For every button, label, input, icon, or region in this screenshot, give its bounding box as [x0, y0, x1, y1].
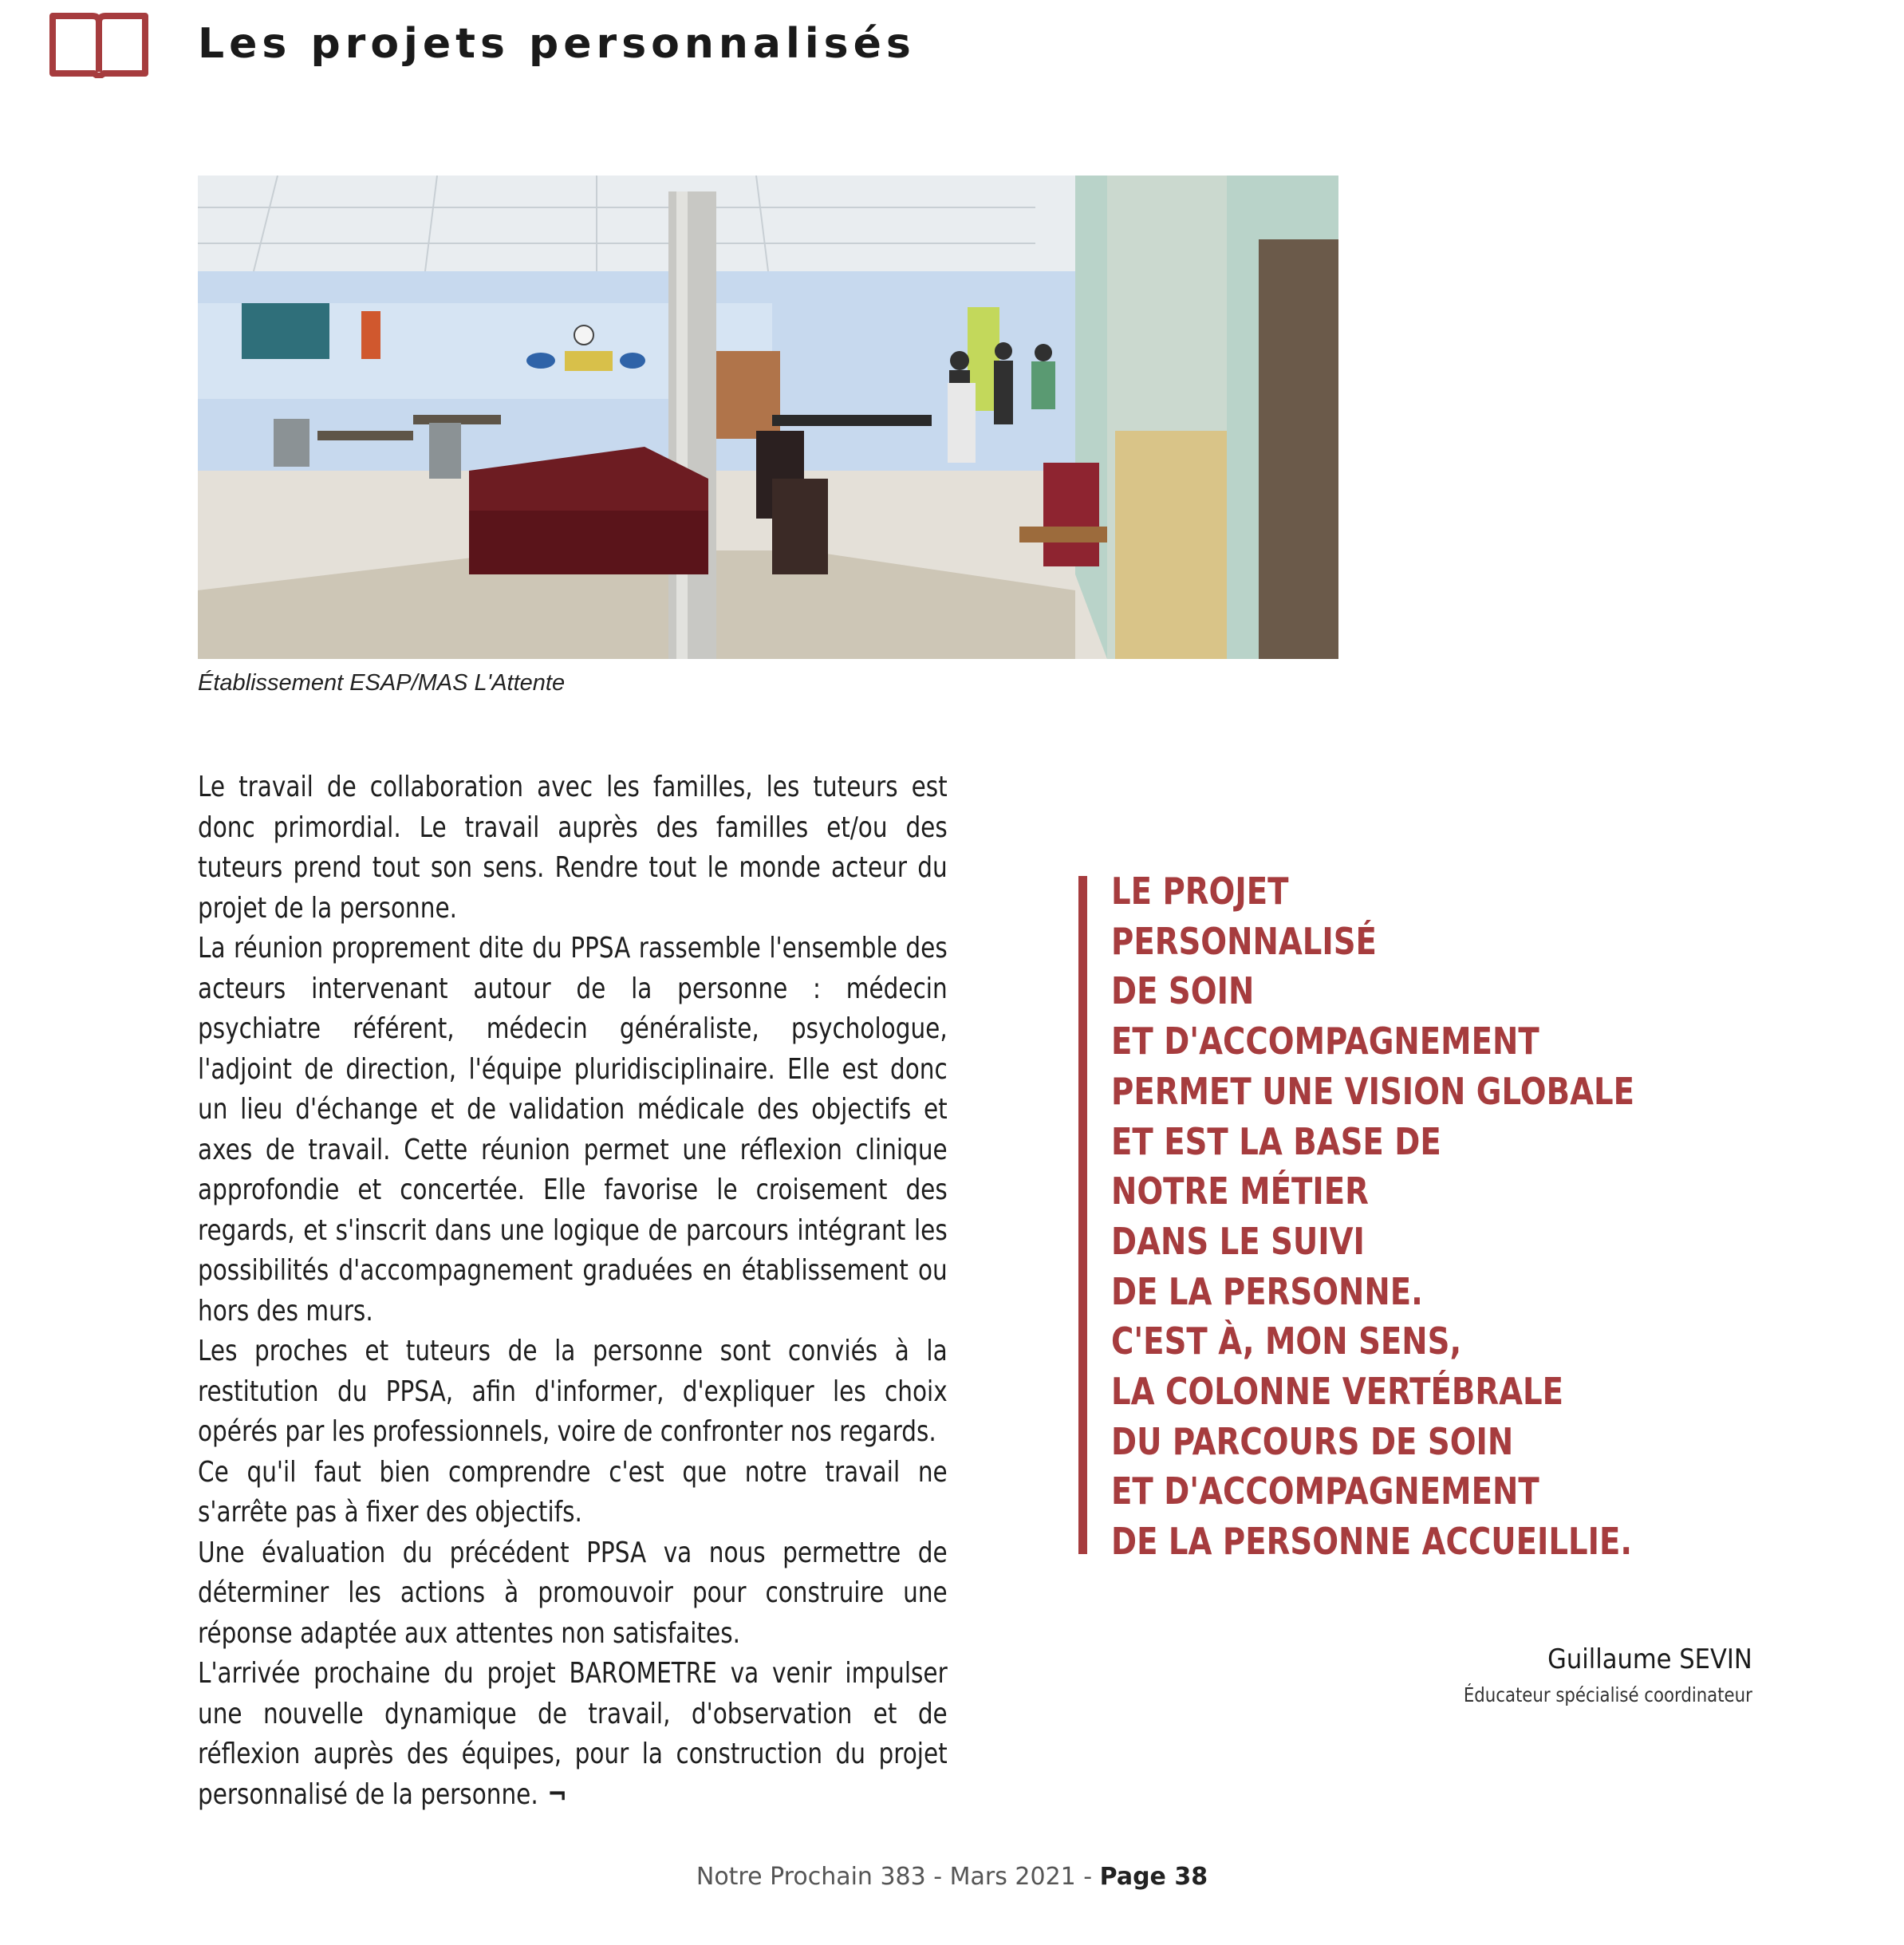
open-book-icon: [48, 10, 150, 78]
page-footer: [0, 1863, 1904, 1891]
article-body: [198, 767, 948, 1815]
quote-line: PERSONNALISÉ: [1111, 919, 1377, 963]
quote-line: LA COLONNE VERTÉBRALE: [1111, 1370, 1563, 1414]
page-number: Page 38: [1099, 1863, 1208, 1891]
author-signature: [1413, 1643, 1752, 1706]
quote-line: DE SOIN: [1111, 969, 1255, 1013]
quote-line: DE LA PERSONNE.: [1111, 1269, 1423, 1313]
paragraph: La réunion proprement dite du PPSA rassemble l'ensemble des acteurs intervenant autour de la personne : médecin psychiatre référent, médecin généraliste, psychologue, l'adjoint de direction, l'équipe pluridisciplinaire. Elle est donc un lieu d'échange et de validation médicale des objectifs et axes de travail. Cette réunion permet une réflexion clinique approfondie et concertée. Elle favorise le croisement des regards, et s'inscrit dans une logique de parcours intégrant les possibilités d'accompagnement graduées en établissement ou hors des murs.: [198, 932, 948, 1328]
quote-line: DU PARCOURS DE SOIN: [1111, 1419, 1514, 1463]
paragraph: Le travail de collaboration avec les familles, les tuteurs est donc primordial. Le travail auprès des familles et/ou des tuteurs prend tout son sens. Rendre tout le monde acteur du projet de la personne.: [198, 771, 948, 925]
author-role: Éducateur spécialisé coordinateur: [1464, 1683, 1752, 1706]
facility-photo: [198, 176, 1338, 659]
quote-line: NOTRE MÉTIER: [1111, 1170, 1369, 1213]
paragraph: Les proches et tuteurs de la personne sont conviés à la restitution du PPSA, afin d'informer, d'expliquer les choix opérés par les professionnels, voire de confronter nos regards.: [198, 1335, 948, 1448]
section-title: Les projets personnalisés: [198, 20, 916, 68]
quote-line: C'EST À, MON SENS,: [1111, 1320, 1462, 1363]
paragraph: Ce qu'il faut bien comprendre c'est que notre travail ne s'arrête pas à fixer des objectifs.: [198, 1455, 948, 1529]
quote-line: PERMET UNE VISION GLOBALE: [1111, 1069, 1635, 1113]
paragraph: Une évaluation du précédent PPSA va nous permettre de déterminer les actions à promouvoir pour construire une réponse adaptée aux attentes non satisfaites.: [198, 1536, 948, 1650]
quote-line: DE LA PERSONNE ACCUEILLIE.: [1111, 1520, 1633, 1564]
quote-line: ET D'ACCOMPAGNEMENT: [1111, 1470, 1539, 1513]
pull-quote: [1111, 866, 1714, 1567]
quote-line: LE PROJET: [1111, 870, 1289, 913]
quote-line: ET EST LA BASE DE: [1111, 1119, 1441, 1163]
end-mark: ¬: [547, 1777, 567, 1811]
photo-caption: Établissement ESAP/MAS L'Attente: [198, 670, 566, 696]
paragraph-text: L'arrivée prochaine du projet BAROMETRE va venir impulser une nouvelle dynamique de travail, d'observation et de réflexion auprès des équipes, pour la construction du projet personnalisé de la personne.: [198, 1657, 948, 1811]
footer-publication: Notre Prochain 383 - Mars 2021 -: [696, 1863, 1100, 1891]
author-name: Guillaume SEVIN: [1547, 1643, 1752, 1675]
page-header: [48, 8, 916, 80]
quote-line: DANS LE SUIVI: [1111, 1219, 1365, 1263]
quote-accent-bar: [1078, 876, 1087, 1554]
quote-line: ET D'ACCOMPAGNEMENT: [1111, 1020, 1539, 1063]
paragraph: [198, 1654, 948, 1815]
